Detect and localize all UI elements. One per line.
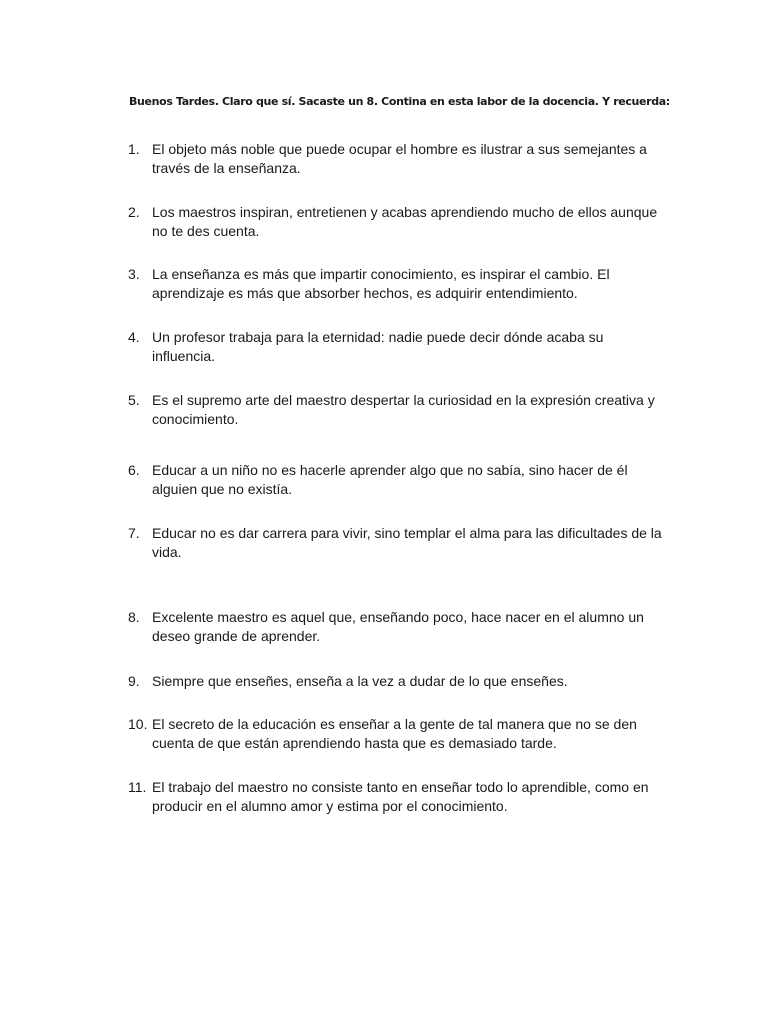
quote-item	[128, 203, 688, 241]
quote-number: 4.	[128, 329, 140, 345]
quote-number: 5.	[128, 392, 140, 408]
quote-number: 7.	[128, 525, 140, 541]
quote-item	[128, 524, 688, 562]
quote-number: 3.	[128, 266, 140, 282]
quote-item	[128, 461, 688, 499]
quote-text: El trabajo del maestro no consiste tanto en enseñar todo lo aprendible, como en producir en el alumno amor y estima por el conocimiento.	[152, 779, 649, 814]
quote-number: 9.	[128, 673, 140, 689]
quote-text: Educar no es dar carrera para vivir, sino templar el alma para las dificultades de la vida.	[152, 525, 662, 560]
quote-text: Los maestros inspiran, entretienen y acabas aprendiendo mucho de ellos aunque no te des cuenta.	[152, 204, 658, 239]
quote-text: Siempre que enseñes, enseña a la vez a dudar de lo que enseñes.	[152, 673, 568, 689]
quote-item	[128, 778, 688, 816]
quote-number: 8.	[128, 609, 140, 625]
quote-number: 6.	[128, 462, 140, 478]
quote-item	[128, 608, 688, 646]
greeting-text: Buenos Tardes. Claro que sí. Sacaste un 8. Contina en esta labor de la docencia. Y recuerda:	[129, 95, 670, 108]
quote-item	[128, 140, 688, 178]
quote-item	[128, 391, 688, 429]
quote-item	[128, 672, 688, 691]
quote-item	[128, 265, 688, 303]
quote-text: Educar a un niño no es hacerle aprender algo que no sabía, sino hacer de él alguien que no existía.	[152, 462, 628, 497]
quote-text: Es el supremo arte del maestro despertar la curiosidad en la expresión creativa y conocimiento.	[152, 392, 655, 427]
quote-text: Excelente maestro es aquel que, enseñando poco, hace nacer en el alumno un deseo grande de aprender.	[152, 609, 644, 644]
quote-number: 1.	[128, 141, 140, 157]
quote-text: El objeto más noble que puede ocupar el hombre es ilustrar a sus semejantes a través de la enseñanza.	[152, 141, 647, 176]
quote-text: El secreto de la educación es enseñar a la gente de tal manera que no se den cuenta de que están aprendiendo hasta que es demasiado tarde.	[152, 716, 637, 751]
quote-number: 2.	[128, 204, 140, 220]
quote-text: La enseñanza es más que impartir conocimiento, es inspirar el cambio. El aprendizaje es más que absorber hechos, es adquirir entendimiento.	[152, 266, 610, 301]
quote-item	[128, 715, 688, 753]
quote-number: 10.	[128, 716, 148, 732]
quote-item	[128, 328, 688, 366]
quote-text: Un profesor trabaja para la eternidad: nadie puede decir dónde acaba su influencia.	[152, 329, 604, 364]
quote-number: 11.	[128, 779, 147, 795]
